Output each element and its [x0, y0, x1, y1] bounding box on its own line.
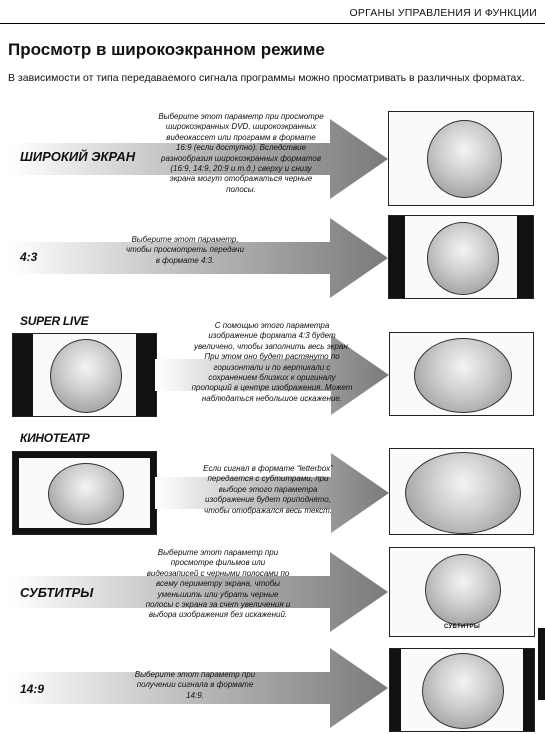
mode-widescreen	[0, 108, 545, 208]
page-title: Просмотр в широкоэкранном режиме	[8, 40, 325, 59]
source-screen-illustration	[12, 333, 157, 417]
mode-label: ШИРОКИЙ ЭКРАН	[20, 149, 136, 164]
section-label: ОРГАНЫ УПРАВЛЕНИЯ И ФУНКЦИИ	[349, 7, 537, 19]
picture-circle	[422, 653, 504, 729]
mode-label: 14:9	[20, 682, 45, 696]
picture-circle	[414, 338, 512, 413]
source-screen-illustration	[12, 451, 157, 535]
picture-circle	[405, 452, 521, 534]
subtitle-caption: СУБТИТРЫ	[443, 624, 481, 630]
mode-super-live	[0, 308, 545, 420]
mode-description: Выберите этот параметр, чтобы просмотреть передачи в формате 4:3.	[125, 235, 245, 265]
screen-illustration	[388, 215, 534, 299]
screen-illustration	[389, 547, 535, 637]
mode-4-3	[0, 212, 545, 302]
screen-illustration	[389, 332, 534, 416]
side-bar-left	[13, 334, 33, 416]
side-bar-right	[517, 216, 533, 298]
screen-illustration	[389, 648, 535, 732]
picture-circle	[425, 554, 501, 626]
picture-circle	[48, 463, 124, 525]
mode-label: СУБТИТРЫ	[20, 585, 94, 600]
mode-subtitles	[0, 544, 545, 640]
side-bar-right	[136, 334, 156, 416]
mode-heading: SUPER LIVE	[20, 314, 89, 328]
side-bar-right	[523, 649, 534, 731]
mode-heading: КИНОТЕАТР	[20, 431, 90, 445]
side-bar-left	[390, 649, 401, 731]
picture-circle	[427, 120, 502, 198]
side-bar-left	[389, 216, 405, 298]
intro-text: В зависимости от типа передаваемого сигнала программы можно просматривать в различных форматах.	[8, 72, 525, 84]
picture-circle	[427, 222, 499, 295]
mode-label: 4:3	[20, 250, 38, 264]
screen-illustration	[389, 448, 534, 535]
mode-cinema	[0, 428, 545, 540]
mode-description: Если сигнал в формате “letterbox” передается с субтитрами, при выборе этого параметра изображение будет приподнято, чтобы отображался весь текст.	[203, 464, 333, 515]
mode-14-9	[0, 645, 545, 734]
mode-description: Выберите этот параметр при просмотре широкоэкранных DVD, широкоэкранных видеокассет или программ в формате 16:9 (если доступно). Вследствие разнообразия широкоэкранных форматов (16:9, 14:9, 20:9 и т.д.) сверху и снизу экрана могут отображаться черные полосы.	[158, 112, 324, 194]
picture-circle	[50, 339, 122, 413]
mode-description: Выберите этот параметр при получении сигнала в формате 14:9.	[134, 670, 256, 700]
header-rule	[0, 23, 545, 24]
screen-illustration	[388, 111, 534, 206]
mode-description: Выберите этот параметр при просмотре фильмов или видеозаписей с черными полосами по всему периметру экрана, чтобы уменьшить или убрать черные полосы с экрана за счет увеличения и выбора изображения без искажений.	[145, 548, 291, 620]
mode-description: С помощью этого параметра изображение формата 4:3 будет увеличено, чтобы заполнить весь экран. При этом оно будет растянуто по горизонтали и по вертикали с сохранением близких к оригиналу пропорций в центре изображения. Может наблюдаться небольшое искажение.	[191, 321, 353, 403]
